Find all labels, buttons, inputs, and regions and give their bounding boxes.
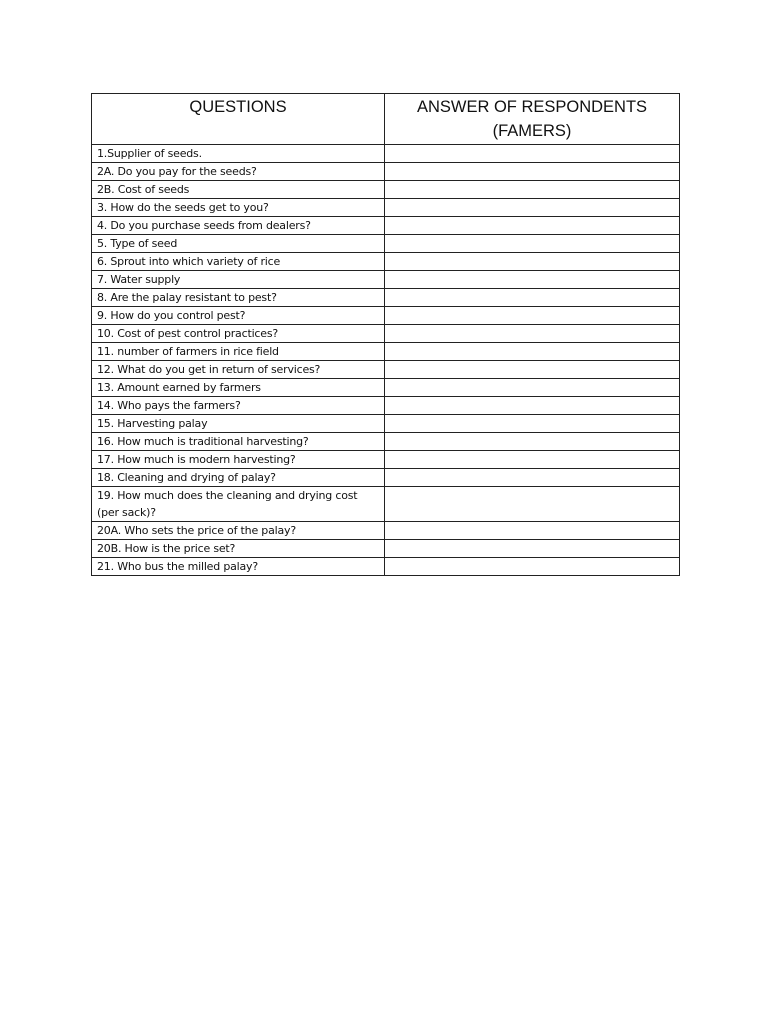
table-row xyxy=(92,379,680,397)
table-row xyxy=(92,145,680,163)
answer-cell[interactable] xyxy=(385,379,680,397)
answer-cell[interactable] xyxy=(385,145,680,163)
answer-cell[interactable] xyxy=(385,522,680,540)
answers-header xyxy=(385,94,680,145)
answer-cell[interactable] xyxy=(385,558,680,576)
table-row xyxy=(92,522,680,540)
table-row xyxy=(92,558,680,576)
answer-cell[interactable] xyxy=(385,433,680,451)
question-cell: 1.Supplier of seeds. xyxy=(92,145,385,163)
header-row xyxy=(92,94,680,145)
question-cell: 15. Harvesting palay xyxy=(92,415,385,433)
question-cell: 19. How much does the cleaning and drying cost (per sack)? xyxy=(92,487,385,522)
answer-cell[interactable] xyxy=(385,397,680,415)
answer-cell[interactable] xyxy=(385,181,680,199)
question-cell: 14. Who pays the farmers? xyxy=(92,397,385,415)
answer-cell[interactable] xyxy=(385,217,680,235)
answer-cell[interactable] xyxy=(385,415,680,433)
answer-cell[interactable] xyxy=(385,487,680,522)
question-cell: 9. How do you control pest? xyxy=(92,307,385,325)
answers-header-line2: (FAMERS) xyxy=(492,122,572,140)
question-cell: 20B. How is the price set? xyxy=(92,540,385,558)
table-row xyxy=(92,271,680,289)
question-cell: 13. Amount earned by farmers xyxy=(92,379,385,397)
questions-header-label: QUESTIONS xyxy=(189,98,287,116)
question-cell: 6. Sprout into which variety of rice xyxy=(92,253,385,271)
answer-cell[interactable] xyxy=(385,540,680,558)
question-cell: 5. Type of seed xyxy=(92,235,385,253)
answer-cell[interactable] xyxy=(385,451,680,469)
question-cell: 20A. Who sets the price of the palay? xyxy=(92,522,385,540)
question-cell: 16. How much is traditional harvesting? xyxy=(92,433,385,451)
answer-cell[interactable] xyxy=(385,325,680,343)
table-row xyxy=(92,181,680,199)
table-row xyxy=(92,397,680,415)
table-row xyxy=(92,343,680,361)
answer-cell[interactable] xyxy=(385,163,680,181)
question-cell: 2B. Cost of seeds xyxy=(92,181,385,199)
table-row xyxy=(92,163,680,181)
answer-cell[interactable] xyxy=(385,343,680,361)
answer-cell[interactable] xyxy=(385,271,680,289)
survey-table xyxy=(91,93,680,576)
answer-cell[interactable] xyxy=(385,289,680,307)
table-row xyxy=(92,253,680,271)
table-row xyxy=(92,415,680,433)
questions-header xyxy=(92,94,385,145)
answer-cell[interactable] xyxy=(385,235,680,253)
table-row xyxy=(92,540,680,558)
answer-cell[interactable] xyxy=(385,469,680,487)
question-cell: 17. How much is modern harvesting? xyxy=(92,451,385,469)
question-cell: 12. What do you get in return of services? xyxy=(92,361,385,379)
table-row xyxy=(92,217,680,235)
table-row xyxy=(92,361,680,379)
table-row xyxy=(92,451,680,469)
question-cell: 2A. Do you pay for the seeds? xyxy=(92,163,385,181)
question-cell: 21. Who bus the milled palay? xyxy=(92,558,385,576)
answers-header-line1: ANSWER OF RESPONDENTS xyxy=(416,98,648,116)
answer-cell[interactable] xyxy=(385,199,680,217)
table-row xyxy=(92,307,680,325)
table-row xyxy=(92,235,680,253)
question-cell: 3. How do the seeds get to you? xyxy=(92,199,385,217)
question-cell: 4. Do you purchase seeds from dealers? xyxy=(92,217,385,235)
answer-cell[interactable] xyxy=(385,253,680,271)
table-row xyxy=(92,199,680,217)
table-row xyxy=(92,433,680,451)
table-row xyxy=(92,469,680,487)
question-cell: 18. Cleaning and drying of palay? xyxy=(92,469,385,487)
question-cell: 11. number of farmers in rice field xyxy=(92,343,385,361)
survey-body xyxy=(92,145,680,576)
answer-cell[interactable] xyxy=(385,307,680,325)
table-row xyxy=(92,289,680,307)
question-cell: 7. Water supply xyxy=(92,271,385,289)
answer-cell[interactable] xyxy=(385,361,680,379)
table-row xyxy=(92,487,680,522)
question-cell: 8. Are the palay resistant to pest? xyxy=(92,289,385,307)
table-row xyxy=(92,325,680,343)
question-cell: 10. Cost of pest control practices? xyxy=(92,325,385,343)
